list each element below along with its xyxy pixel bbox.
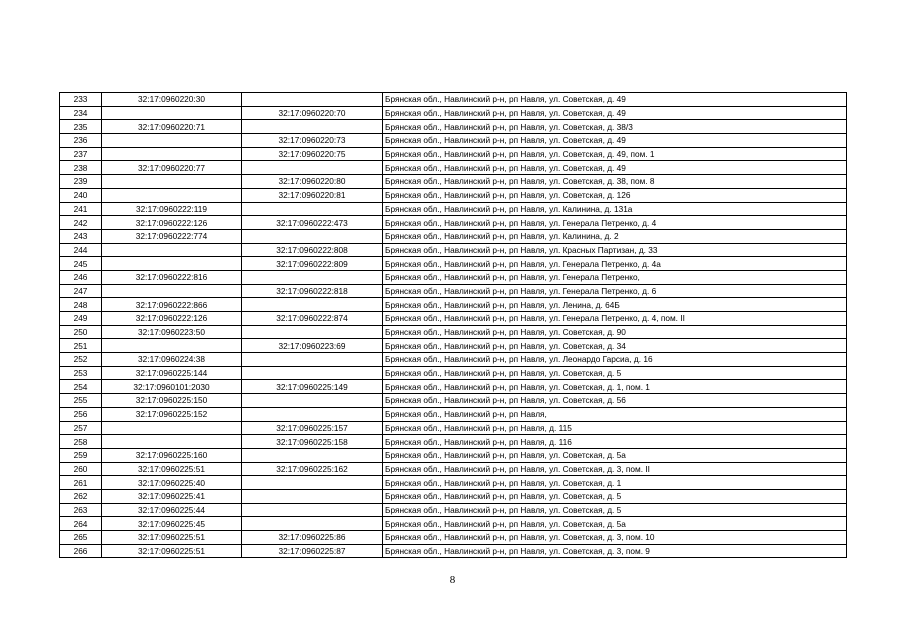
related-cadastral-number-cell: 32:17:0960220:80	[242, 175, 383, 189]
table-row	[60, 421, 847, 435]
related-cadastral-number-cell	[242, 503, 383, 517]
row-number-cell: 241	[60, 202, 102, 216]
related-cadastral-number-cell	[242, 366, 383, 380]
cadastral-number-cell	[102, 243, 242, 257]
row-number-cell: 238	[60, 161, 102, 175]
cadastral-number-cell: 32:17:0960225:51	[102, 544, 242, 558]
address-cell: Брянская обл., Навлинский р-н, рп Навля, ул. Советская, д. 49	[383, 134, 847, 148]
cadastral-number-cell: 32:17:0960225:152	[102, 407, 242, 421]
row-number-cell: 259	[60, 448, 102, 462]
table-row	[60, 353, 847, 367]
related-cadastral-number-cell: 32:17:0960222:473	[242, 216, 383, 230]
table-row	[60, 544, 847, 558]
address-cell: Брянская обл., Навлинский р-н, рп Навля, ул. Советская, д. 1, пом. 1	[383, 380, 847, 394]
address-cell: Брянская обл., Навлинский р-н, рп Навля, ул. Советская, д. 5	[383, 489, 847, 503]
row-number-cell: 236	[60, 134, 102, 148]
table-row	[60, 517, 847, 531]
cadastral-number-cell	[102, 188, 242, 202]
related-cadastral-number-cell	[242, 229, 383, 243]
table-row	[60, 216, 847, 230]
row-number-cell: 257	[60, 421, 102, 435]
row-number-cell: 249	[60, 312, 102, 326]
related-cadastral-number-cell	[242, 517, 383, 531]
related-cadastral-number-cell	[242, 161, 383, 175]
related-cadastral-number-cell	[242, 353, 383, 367]
address-cell: Брянская обл., Навлинский р-н, рп Навля, ул. Советская, д. 34	[383, 339, 847, 353]
table-row	[60, 202, 847, 216]
related-cadastral-number-cell: 32:17:0960222:818	[242, 284, 383, 298]
cadastral-number-cell	[102, 257, 242, 271]
row-number-cell: 261	[60, 476, 102, 490]
table-row	[60, 462, 847, 476]
row-number-cell: 239	[60, 175, 102, 189]
address-cell: Брянская обл., Навлинский р-н, рп Навля, д. 115	[383, 421, 847, 435]
related-cadastral-number-cell: 32:17:0960222:874	[242, 312, 383, 326]
related-cadastral-number-cell: 32:17:0960225:86	[242, 531, 383, 545]
cadastral-number-cell	[102, 284, 242, 298]
address-cell: Брянская обл., Навлинский р-н, рп Навля, ул. Советская, д. 5	[383, 366, 847, 380]
cadastral-number-cell: 32:17:0960225:150	[102, 394, 242, 408]
registry-table-body	[60, 93, 847, 558]
address-cell: Брянская обл., Навлинский р-н, рп Навля, ул. Советская, д. 38, пом. 8	[383, 175, 847, 189]
cadastral-number-cell: 32:17:0960220:77	[102, 161, 242, 175]
address-cell: Брянская обл., Навлинский р-н, рп Навля, ул. Калинина, д. 131а	[383, 202, 847, 216]
row-number-cell: 260	[60, 462, 102, 476]
row-number-cell: 240	[60, 188, 102, 202]
row-number-cell: 252	[60, 353, 102, 367]
related-cadastral-number-cell	[242, 407, 383, 421]
address-cell: Брянская обл., Навлинский р-н, рп Навля, ул. Генерала Петренко, д. 4	[383, 216, 847, 230]
row-number-cell: 244	[60, 243, 102, 257]
related-cadastral-number-cell: 32:17:0960220:81	[242, 188, 383, 202]
cadastral-number-cell: 32:17:0960220:30	[102, 93, 242, 107]
address-cell: Брянская обл., Навлинский р-н, рп Навля, ул. Советская, д. 49, пом. 1	[383, 147, 847, 161]
row-number-cell: 233	[60, 93, 102, 107]
cadastral-number-cell	[102, 421, 242, 435]
table-row	[60, 366, 847, 380]
address-cell: Брянская обл., Навлинский р-н, рп Навля, ул. Советская, д. 1	[383, 476, 847, 490]
cadastral-number-cell: 32:17:0960225:40	[102, 476, 242, 490]
cadastral-number-cell: 32:17:0960225:160	[102, 448, 242, 462]
row-number-cell: 245	[60, 257, 102, 271]
cadastral-number-cell: 32:17:0960222:126	[102, 312, 242, 326]
row-number-cell: 265	[60, 531, 102, 545]
cadastral-number-cell	[102, 175, 242, 189]
table-row	[60, 147, 847, 161]
row-number-cell: 242	[60, 216, 102, 230]
table-row	[60, 175, 847, 189]
address-cell: Брянская обл., Навлинский р-н, рп Навля, ул. Советская, д. 49	[383, 106, 847, 120]
table-row	[60, 503, 847, 517]
row-number-cell: 253	[60, 366, 102, 380]
cadastral-number-cell	[102, 134, 242, 148]
related-cadastral-number-cell: 32:17:0960225:158	[242, 435, 383, 449]
table-row	[60, 394, 847, 408]
cadastral-number-cell: 32:17:0960222:816	[102, 270, 242, 284]
cadastral-number-cell: 32:17:0960222:866	[102, 298, 242, 312]
related-cadastral-number-cell: 32:17:0960220:70	[242, 106, 383, 120]
address-cell: Брянская обл., Навлинский р-н, рп Навля, ул. Генерала Петренко,	[383, 270, 847, 284]
cadastral-number-cell	[102, 106, 242, 120]
cadastral-number-cell: 32:17:0960224:38	[102, 353, 242, 367]
row-number-cell: 266	[60, 544, 102, 558]
table-row	[60, 312, 847, 326]
address-cell: Брянская обл., Навлинский р-н, рп Навля, ул. Леонардо Гарсиа, д. 16	[383, 353, 847, 367]
address-cell: Брянская обл., Навлинский р-н, рп Навля, ул. Советская, д. 49	[383, 93, 847, 107]
table-row	[60, 120, 847, 134]
cadastral-number-cell: 32:17:0960225:45	[102, 517, 242, 531]
row-number-cell: 246	[60, 270, 102, 284]
related-cadastral-number-cell	[242, 93, 383, 107]
related-cadastral-number-cell	[242, 325, 383, 339]
related-cadastral-number-cell	[242, 298, 383, 312]
address-cell: Брянская обл., Навлинский р-н, рп Навля, ул. Ленина, д. 64Б	[383, 298, 847, 312]
table-row	[60, 270, 847, 284]
address-cell: Брянская обл., Навлинский р-н, рп Навля, ул. Советская, д. 5	[383, 503, 847, 517]
related-cadastral-number-cell: 32:17:0960225:162	[242, 462, 383, 476]
table-row	[60, 243, 847, 257]
cadastral-number-cell: 32:17:0960220:71	[102, 120, 242, 134]
table-row	[60, 106, 847, 120]
row-number-cell: 237	[60, 147, 102, 161]
table-row	[60, 229, 847, 243]
table-row	[60, 188, 847, 202]
table-row	[60, 284, 847, 298]
cadastral-number-cell	[102, 147, 242, 161]
row-number-cell: 255	[60, 394, 102, 408]
related-cadastral-number-cell: 32:17:0960223:69	[242, 339, 383, 353]
address-cell: Брянская обл., Навлинский р-н, рп Навля,	[383, 407, 847, 421]
cadastral-number-cell: 32:17:0960222:119	[102, 202, 242, 216]
table-row	[60, 93, 847, 107]
related-cadastral-number-cell	[242, 489, 383, 503]
row-number-cell: 262	[60, 489, 102, 503]
cadastral-number-cell: 32:17:0960222:774	[102, 229, 242, 243]
table-row	[60, 448, 847, 462]
row-number-cell: 254	[60, 380, 102, 394]
row-number-cell: 234	[60, 106, 102, 120]
row-number-cell: 258	[60, 435, 102, 449]
address-cell: Брянская обл., Навлинский р-н, рп Навля, ул. Советская, д. 56	[383, 394, 847, 408]
related-cadastral-number-cell: 32:17:0960225:157	[242, 421, 383, 435]
row-number-cell: 235	[60, 120, 102, 134]
address-cell: Брянская обл., Навлинский р-н, рп Навля, ул. Калинина, д. 2	[383, 229, 847, 243]
address-cell: Брянская обл., Навлинский р-н, рп Навля, ул. Советская, д. 3, пом. 9	[383, 544, 847, 558]
related-cadastral-number-cell: 32:17:0960225:149	[242, 380, 383, 394]
cadastral-number-cell: 32:17:0960225:51	[102, 462, 242, 476]
related-cadastral-number-cell	[242, 120, 383, 134]
address-cell: Брянская обл., Навлинский р-н, рп Навля, ул. Советская, д. 5а	[383, 517, 847, 531]
table-row	[60, 435, 847, 449]
table-row	[60, 489, 847, 503]
cadastral-number-cell: 32:17:0960225:51	[102, 531, 242, 545]
table-row	[60, 298, 847, 312]
related-cadastral-number-cell: 32:17:0960225:87	[242, 544, 383, 558]
related-cadastral-number-cell	[242, 448, 383, 462]
row-number-cell: 263	[60, 503, 102, 517]
cadastral-number-cell: 32:17:0960225:144	[102, 366, 242, 380]
related-cadastral-number-cell	[242, 476, 383, 490]
row-number-cell: 256	[60, 407, 102, 421]
cadastral-number-cell: 32:17:0960223:50	[102, 325, 242, 339]
related-cadastral-number-cell: 32:17:0960220:75	[242, 147, 383, 161]
address-cell: Брянская обл., Навлинский р-н, рп Навля, ул. Советская, д. 49	[383, 161, 847, 175]
related-cadastral-number-cell	[242, 202, 383, 216]
row-number-cell: 243	[60, 229, 102, 243]
table-row	[60, 325, 847, 339]
cadastral-registry-table	[59, 92, 847, 558]
address-cell: Брянская обл., Навлинский р-н, рп Навля, д. 116	[383, 435, 847, 449]
address-cell: Брянская обл., Навлинский р-н, рп Навля, ул. Советская, д. 3, пом. 10	[383, 531, 847, 545]
address-cell: Брянская обл., Навлинский р-н, рп Навля, ул. Советская, д. 3, пом. II	[383, 462, 847, 476]
row-number-cell: 247	[60, 284, 102, 298]
row-number-cell: 264	[60, 517, 102, 531]
table-row	[60, 339, 847, 353]
table-row	[60, 407, 847, 421]
cadastral-number-cell: 32:17:0960225:41	[102, 489, 242, 503]
address-cell: Брянская обл., Навлинский р-н, рп Навля, ул. Генерала Петренко, д. 4, пом. II	[383, 312, 847, 326]
address-cell: Брянская обл., Навлинский р-н, рп Навля, ул. Советская, д. 126	[383, 188, 847, 202]
row-number-cell: 248	[60, 298, 102, 312]
page-number: 8	[449, 574, 456, 586]
address-cell: Брянская обл., Навлинский р-н, рп Навля, ул. Красных Партизан, д. 33	[383, 243, 847, 257]
address-cell: Брянская обл., Навлинский р-н, рп Навля, ул. Советская, д. 38/3	[383, 120, 847, 134]
table-row	[60, 257, 847, 271]
table-row	[60, 161, 847, 175]
related-cadastral-number-cell: 32:17:0960222:808	[242, 243, 383, 257]
table-row	[60, 476, 847, 490]
related-cadastral-number-cell: 32:17:0960220:73	[242, 134, 383, 148]
cadastral-number-cell: 32:17:0960222:126	[102, 216, 242, 230]
cadastral-number-cell: 32:17:0960225:44	[102, 503, 242, 517]
row-number-cell: 251	[60, 339, 102, 353]
cadastral-number-cell	[102, 435, 242, 449]
address-cell: Брянская обл., Навлинский р-н, рп Навля, ул. Советская, д. 5а	[383, 448, 847, 462]
table-row	[60, 134, 847, 148]
table-row	[60, 380, 847, 394]
table-row	[60, 531, 847, 545]
related-cadastral-number-cell: 32:17:0960222:809	[242, 257, 383, 271]
address-cell: Брянская обл., Навлинский р-н, рп Навля, ул. Советская, д. 90	[383, 325, 847, 339]
related-cadastral-number-cell	[242, 270, 383, 284]
address-cell: Брянская обл., Навлинский р-н, рп Навля, ул. Генерала Петренко, д. 6	[383, 284, 847, 298]
row-number-cell: 250	[60, 325, 102, 339]
related-cadastral-number-cell	[242, 394, 383, 408]
cadastral-number-cell	[102, 339, 242, 353]
address-cell: Брянская обл., Навлинский р-н, рп Навля, ул. Генерала Петренко, д. 4а	[383, 257, 847, 271]
cadastral-number-cell: 32:17:0960101:2030	[102, 380, 242, 394]
